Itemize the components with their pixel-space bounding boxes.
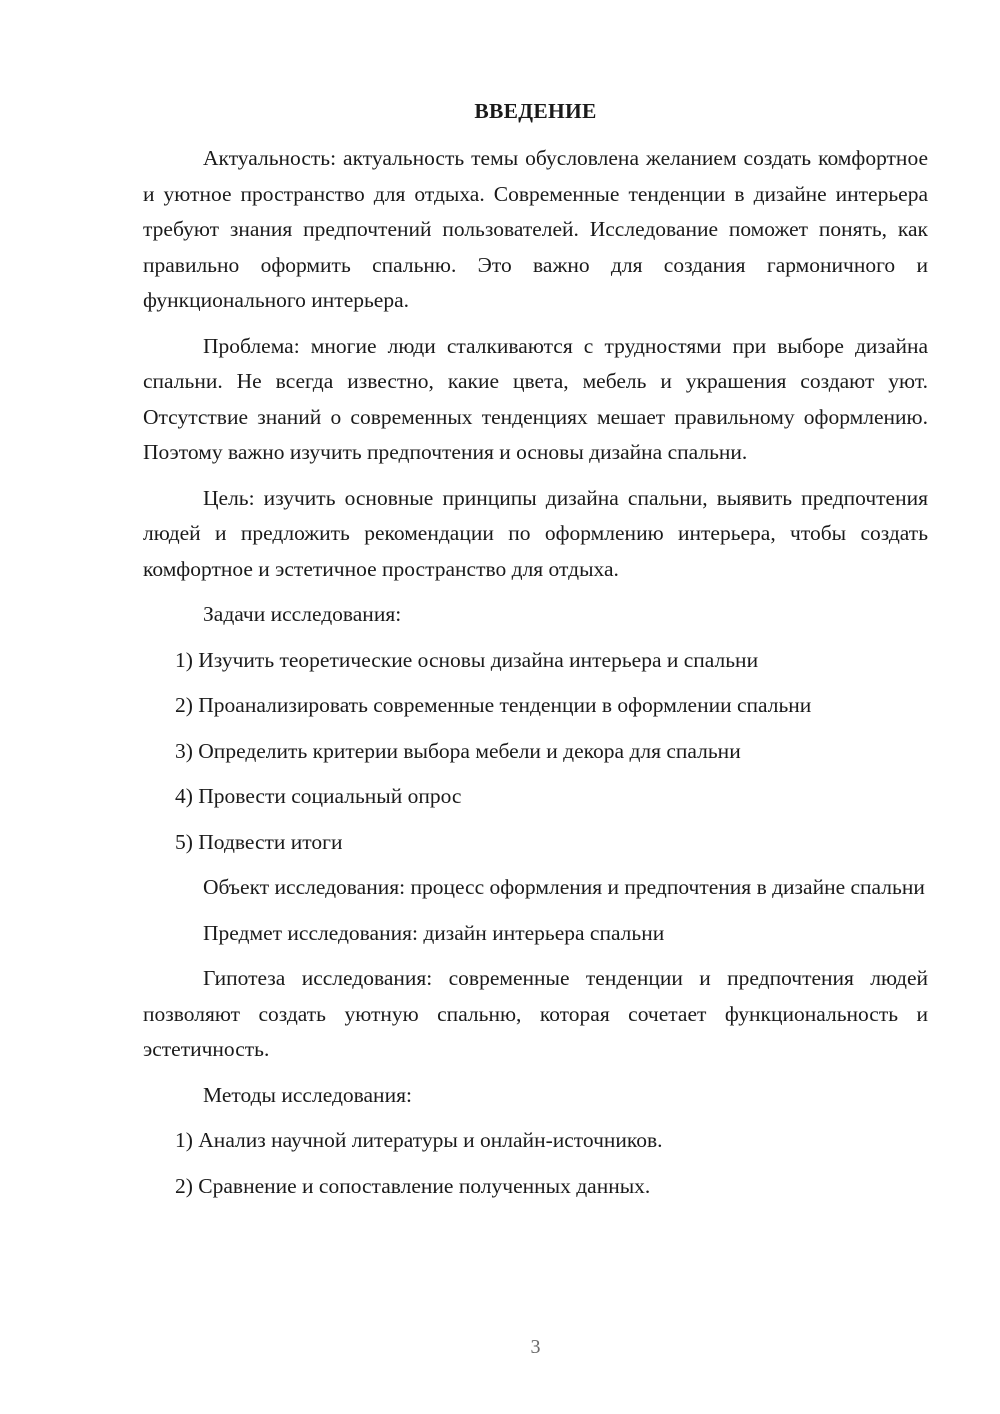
methods-heading: Методы исследования: xyxy=(203,1082,412,1107)
subject-paragraph: Предмет исследования: дизайн интерьера спальни xyxy=(203,920,665,945)
list-item: 2) Проанализировать современные тенденции в оформлении спальни xyxy=(175,693,812,717)
tasks-heading: Задачи исследования: xyxy=(203,602,402,626)
section-title: ВВЕДЕНИЕ xyxy=(474,99,597,123)
methods-list xyxy=(143,1123,928,1204)
hypothesis-paragraph: Гипотеза исследования: современные тенденции и предпочтения людей позволяют создать уютную спальню, которая сочетает функциональность и эстетичность. xyxy=(143,966,928,1061)
document-page xyxy=(143,0,928,1414)
list-item: 3) Определить критерии выбора мебели и декора для спальни xyxy=(175,738,741,763)
list-item: 4) Провести социальный опрос xyxy=(175,784,462,808)
relevance-paragraph: Актуальность: актуальность темы обусловлена желанием создать комфортное и уютное пространство для отдыха. Современные тенденции в дизайне интерьера требуют знания предпочтений пользователей. Исследование поможет понять, как правильно оформить спальню. Это важно для создания гармоничного и функционального интерьера. xyxy=(143,146,928,312)
list-item: 2) Сравнение и сопоставление полученных данных. xyxy=(175,1173,651,1198)
page-number: 3 xyxy=(530,1336,541,1358)
list-item: 1) Анализ научной литературы и онлайн-источников. xyxy=(175,1128,663,1152)
problem-paragraph: Проблема: многие люди сталкиваются с трудностями при выборе дизайна спальни. Не всегда известно, какие цвета, мебель и украшения создают уют. Отсутствие знаний о современных тенденциях мешает правильному оформлению. Поэтому важно изучить предпочтения и основы дизайна спальни. xyxy=(143,333,928,464)
list-item: 5) Подвести итоги xyxy=(175,829,343,854)
goal-paragraph: Цель: изучить основные принципы дизайна спальни, выявить предпочтения людей и предложить рекомендации по оформлению интерьера, чтобы создать комфортное и эстетичное пространство для отдыха. xyxy=(143,485,928,581)
object-paragraph: Объект исследования: процесс оформления и предпочтения в дизайне спальни xyxy=(203,875,925,899)
document-body xyxy=(143,141,928,1214)
list-item: 1) Изучить теоретические основы дизайна интерьера и спальни xyxy=(175,647,759,672)
tasks-list xyxy=(143,643,928,861)
